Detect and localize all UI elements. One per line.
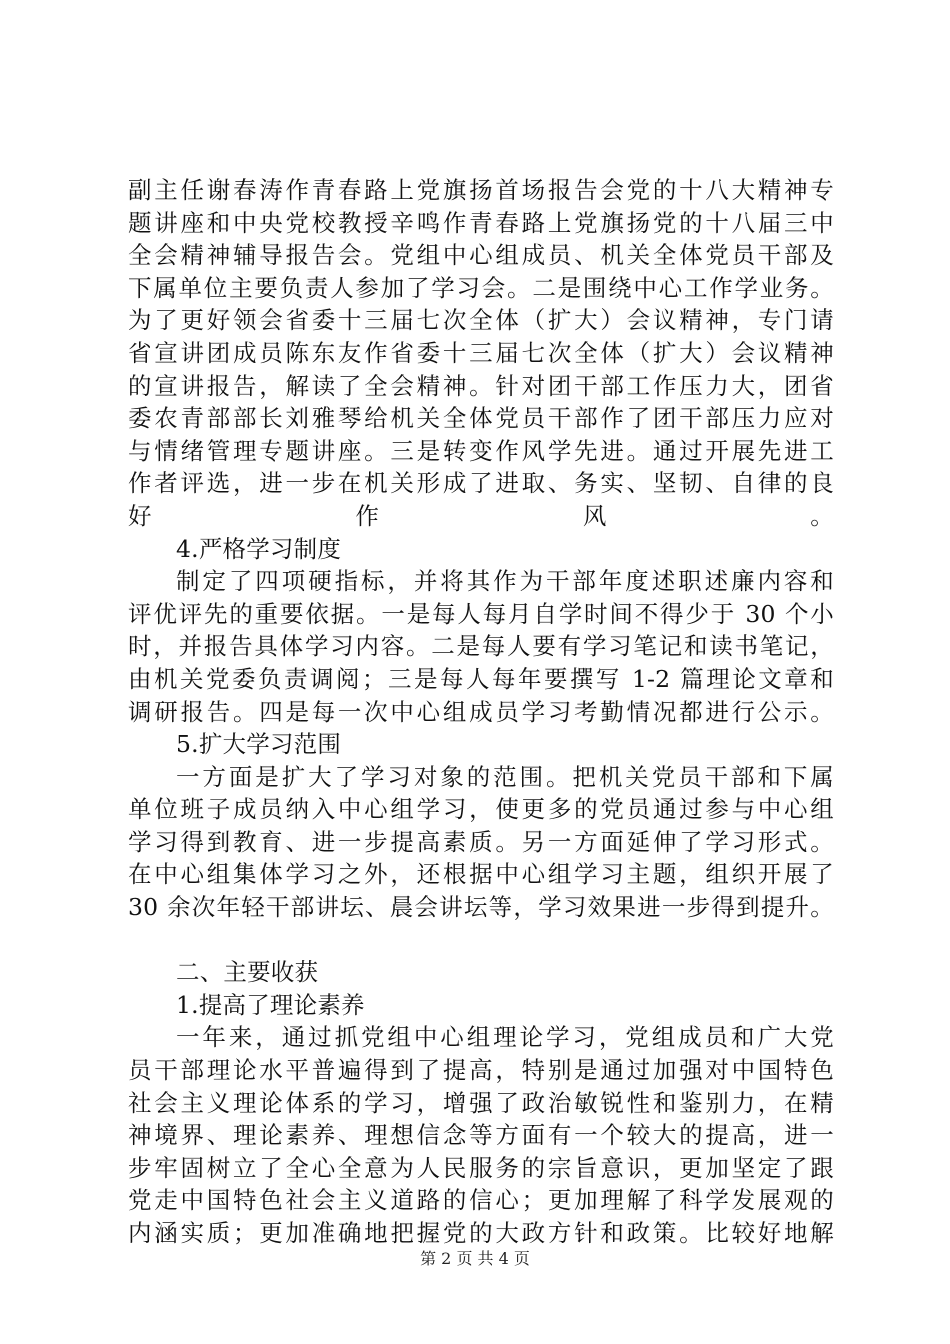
paragraph-section-4 <box>128 565 834 728</box>
text-line: 调研报告。四是每一次中心组成员学习考勤情况都进行公示。 <box>128 697 834 726</box>
part-heading-2: 二、主要收获 <box>176 958 319 987</box>
text-line: 省宣讲团成员陈东友作省委十三届七次全体（扩大）会议精神 <box>128 338 834 367</box>
text-line: 下属单位主要负责人参加了学习会。二是围绕中心工作学业务。 <box>128 273 834 302</box>
text-line: 党走中国特色社会主义道路的信心；更加理解了科学发展观的 <box>128 1186 834 1215</box>
text-line: 制定了四项硬指标，并将其作为干部年度述职述廉内容和 <box>176 567 834 596</box>
document-body <box>128 174 834 1250</box>
text-line: 30 余次年轻干部讲坛、晨会讲坛等，学习效果进一步得到提升。 <box>128 893 834 922</box>
text-line: 一方面是扩大了学习对象的范围。把机关党员干部和下属 <box>176 762 834 791</box>
text-line: 委农青部部长刘雅琴给机关全体党员干部作了团干部压力应对 <box>128 404 834 433</box>
text-line: 学习得到教育、进一步提高素质。另一方面延伸了学习形式。 <box>128 827 834 856</box>
paragraph-section-5 <box>128 761 834 924</box>
text-line: 时，并报告具体学习内容。二是每人要有学习笔记和读书笔记， <box>128 632 834 661</box>
text-line: 的宣讲报告，解读了全会精神。针对团干部工作压力大，团省 <box>128 371 834 400</box>
text-line: 步牢固树立了全心全意为人民服务的宗旨意识，更加坚定了跟 <box>128 1153 834 1182</box>
section-heading-4: 4.严格学习制度 <box>176 534 342 563</box>
text-line: 一年来，通过抓党组中心组理论学习，党组成员和广大党 <box>176 1023 834 1052</box>
text-line: 全会精神辅导报告会。党组中心组成员、机关全体党员干部及 <box>128 241 834 270</box>
paragraph-continuation <box>128 174 834 533</box>
text-line: 在中心组集体学习之外，还根据中心组学习主题，组织开展了 <box>128 860 834 889</box>
blank-line <box>128 924 834 957</box>
text-line: 作者评选，进一步在机关形成了进取、务实、坚韧、自律的良 <box>128 469 834 498</box>
subsection-heading-1: 1.提高了理论素养 <box>176 990 365 1019</box>
text-line: 为了更好领会省委十三届七次全体（扩大）会议精神，专门请 <box>128 306 834 335</box>
section-heading-5: 5.扩大学习范围 <box>176 730 342 759</box>
text-line: 与情绪管理专题讲座。三是转变作风学先进。通过开展先进工 <box>128 436 834 465</box>
text-line: 好作风。 <box>128 501 834 530</box>
text-line: 单位班子成员纳入中心组学习，使更多的党员通过参与中心组 <box>128 795 834 824</box>
text-line: 评优评先的重要依据。一是每人每月自学时间不得少于 30 个小 <box>128 599 834 628</box>
text-line: 由机关党委负责调阅；三是每人每年要撰写 1-2 篇理论文章和 <box>128 664 834 693</box>
page-footer: 第 2 页 共 4 页 <box>420 1249 530 1268</box>
text-line: 副主任谢春涛作青春路上党旗扬首场报告会党的十八大精神专 <box>128 176 834 204</box>
text-line: 员干部理论水平普遍得到了提高，特别是通过加强对中国特色 <box>128 1056 834 1085</box>
text-line: 神境界、理论素养、理想信念等方面有一个较大的提高，进一 <box>128 1121 834 1150</box>
text-line: 社会主义理论体系的学习，增强了政治敏锐性和鉴别力，在精 <box>128 1088 834 1117</box>
text-line: 内涵实质；更加准确地把握党的大政方针和政策。比较好地解 <box>128 1219 834 1247</box>
paragraph-subsection-1 <box>128 1021 834 1249</box>
text-line: 题讲座和中央党校教授辛鸣作青春路上党旗扬党的十八届三中 <box>128 208 834 237</box>
